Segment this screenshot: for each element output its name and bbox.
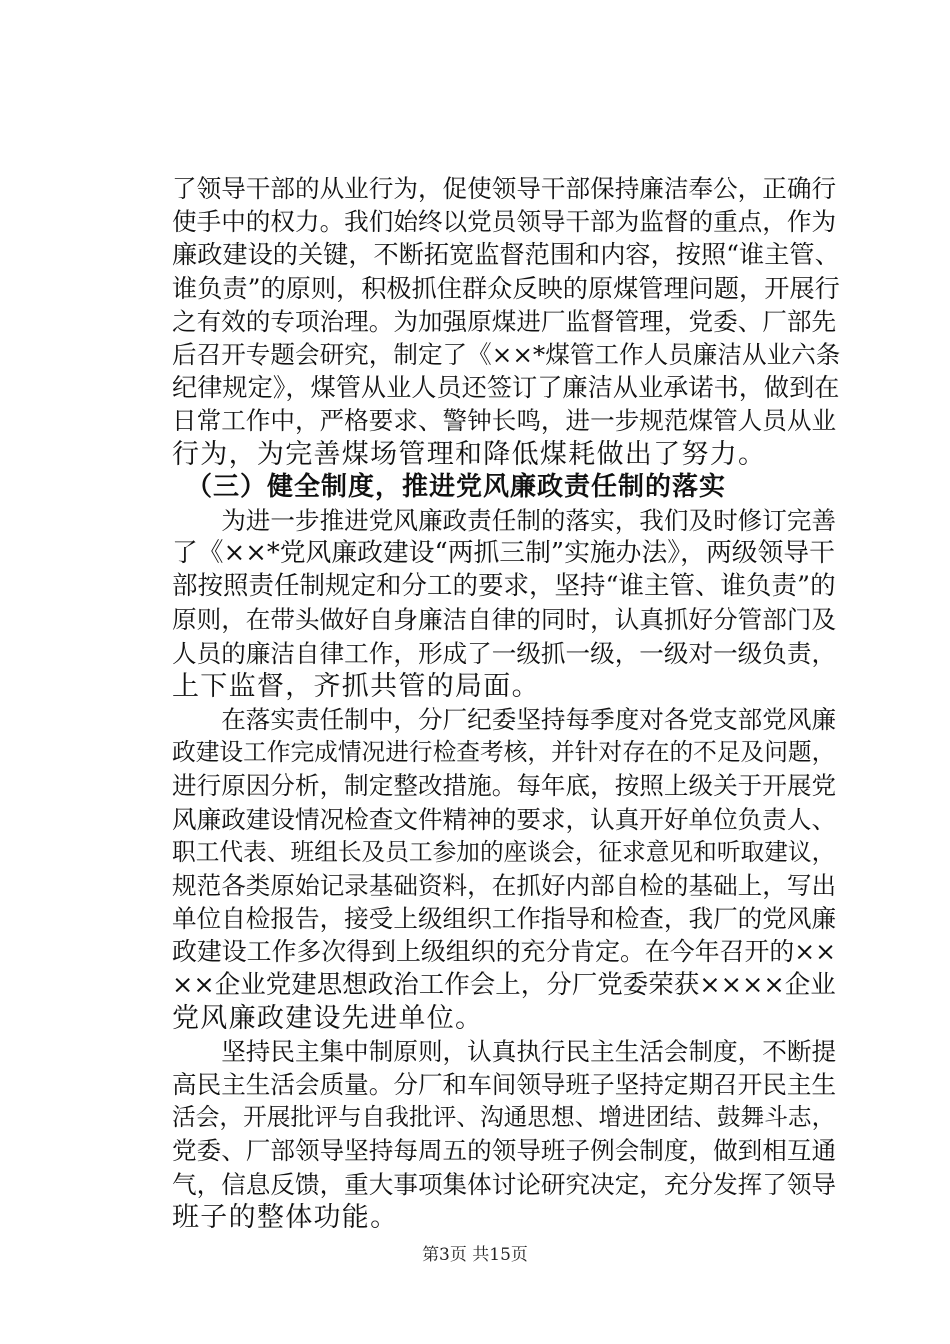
page-number-label: 第3页 共15页 [422,1245,528,1265]
text-line: 坚持民主集中制原则，认真执行民主生活会制度，不断提 [172,1036,837,1066]
text-line: 班子的整体功能。 [172,1201,399,1233]
text-line: 党委、厂部领导坚持每周五的领导班子例会制度，做到相互通 [172,1136,837,1166]
text-line: 进行原因分析，制定整改措施。每年底，按照上级关于开展党 [172,771,837,801]
text-line: 高民主生活会质量。分厂和车间领导班子坚持定期召开民主生 [172,1070,837,1100]
text-line: 使手中的权力。我们始终以党员领导干部为监督的重点，作为 [172,207,837,237]
text-line: 谁负责”的原则，积极抓住群众反映的原煤管理问题，开展行 [172,273,840,303]
text-line: 为进一步推进党风廉政责任制的落实，我们及时修订完善 [172,505,837,535]
text-line: 了领导干部的从业行为，促使领导干部保持廉洁奉公，正确行 [172,174,837,203]
text-line: 职工代表、班组长及员工参加的座谈会，征求意见和听取建议， [172,837,836,866]
text-line: 在落实责任制中，分厂纪委坚持每季度对各党支部党风廉 [172,705,837,734]
paragraph [172,172,841,471]
section-heading-text: （三）健全制度，推进党风廉政责任制的落实 [172,471,727,502]
text-line: 日常工作中，严格要求、警钟长鸣，进一步规范煤管人员从业 [172,406,837,436]
text-line: 政建设工作完成情况进行检查考核，并针对存在的不足及问题， [172,738,836,767]
text-line: 廉政建设的关键，不断拓宽监督范围和内容，按照“谁主管、 [172,240,840,270]
text-line: 单位自检报告，接受上级组织工作指导和检查，我厂的党风廉 [172,904,837,934]
paragraph [172,703,837,1035]
paragraph [172,504,837,703]
text-line: 后召开专题会研究，制定了《××*煤管工作人员廉洁从业六条 [172,339,841,369]
text-line: 规范各类原始记录基础资料，在抓好内部自检的基础上，写出 [172,870,837,900]
text-line: 纪律规定》，煤管从业人员还签订了廉洁从业承诺书，做到在 [172,373,840,403]
paragraph [172,1035,837,1234]
text-line: 政建设工作多次得到上级组织的充分肯定。在今年召开的×× [172,937,836,967]
text-line: 原则，在带头做好自身廉洁自律的同时，认真抓好分管部门及 [172,605,837,635]
text-line: 人员的廉洁自律工作，形成了一级抓一级，一级对一级负责， [172,638,837,668]
text-line: 部按照责任制规定和分工的要求，坚持“谁主管、谁负责”的 [172,571,836,602]
section-heading [172,471,832,504]
document-body [172,172,841,1234]
text-line: ××企业党建思想政治工作会上，分厂党委荣获××××企业 [172,969,836,1000]
text-line: 了《××*党风廉政建设“两抓三制”实施办法》，两级领导干 [172,538,835,569]
text-line: 行为，为完善煤场管理和降低煤耗做出了努力。 [172,438,767,470]
page-footer [0,1243,950,1267]
text-line: 党风廉政建设先进单位。 [172,1002,484,1034]
text-line: 气，信息反馈，重大事项集体讨论研究决定，充分发挥了领导 [172,1169,837,1199]
text-line: 之有效的专项治理。为加强原煤进厂监督管理，党委、厂部先 [172,306,837,336]
text-line: 活会，开展批评与自我批评、沟通思想、增进团结、鼓舞斗志， [172,1103,836,1132]
text-line: 风廉政建设情况检查文件精神的要求，认真开好单位负责人、 [172,804,837,834]
text-line: 上下监督，齐抓共管的局面。 [172,670,540,702]
